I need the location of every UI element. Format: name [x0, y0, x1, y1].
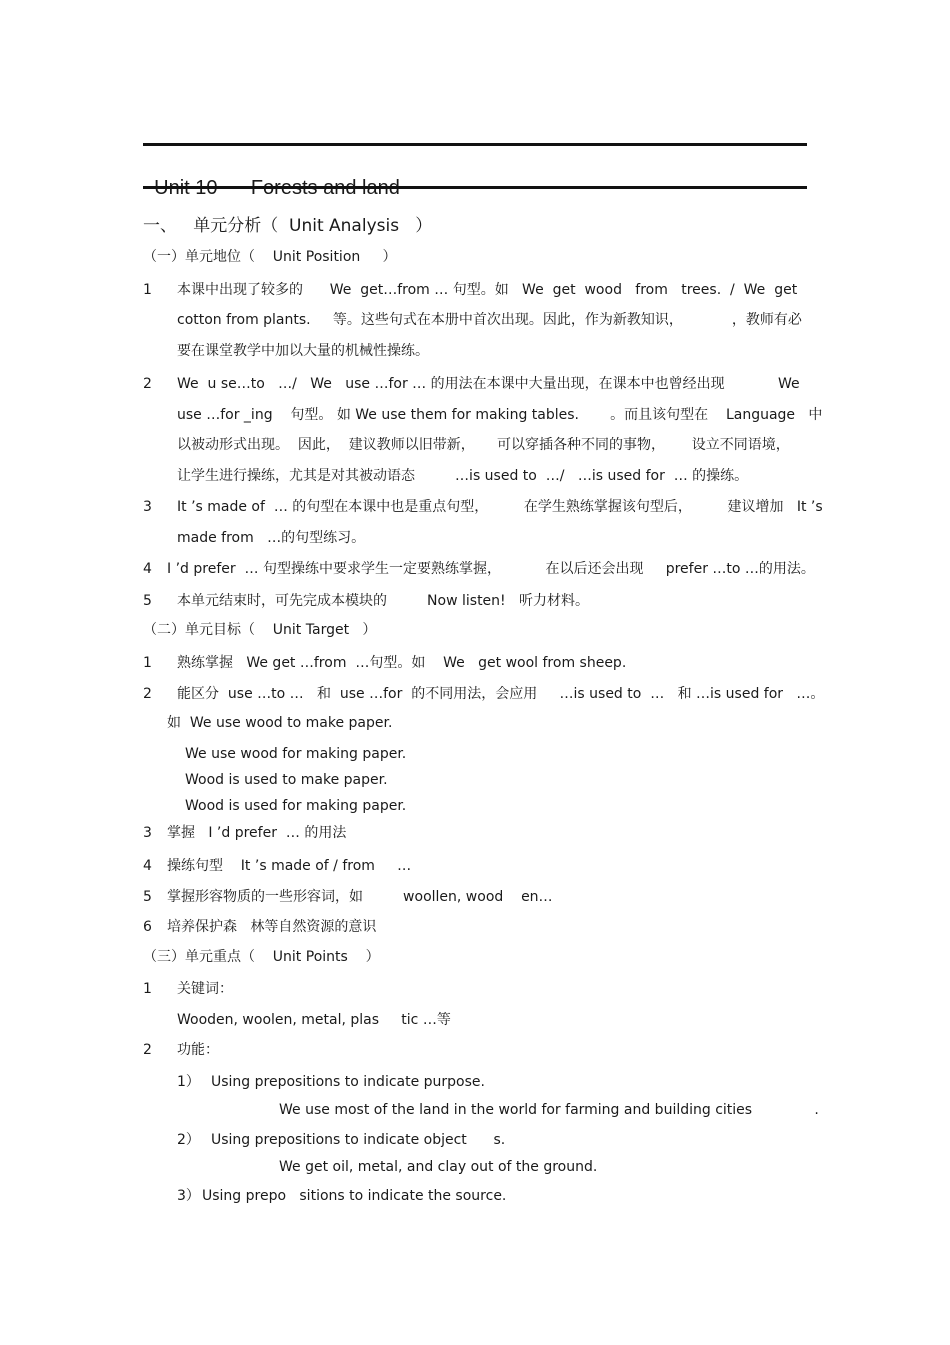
item-number: 1 [143, 282, 152, 298]
example-line: We use wood for making paper. [185, 746, 407, 762]
function-number: 3） [177, 1188, 200, 1204]
item-number: 2 [143, 1042, 152, 1058]
text-line: 让学生进行操练，尤其是对其被动语态 …is used to …/ …is used for … 的操练。 [177, 468, 749, 484]
text-line: 熟练掌握 We get …from …句型。如 We get wool from sheep. [177, 655, 627, 671]
text-line: Wooden, woolen, metal, plas tic …等 [177, 1012, 451, 1028]
function-example: We get oil, metal, and clay out of the ground. [279, 1159, 598, 1175]
part1-heading: （一）单元地位（ Unit Position ） [143, 249, 397, 265]
item-number: 4 [143, 858, 152, 874]
text-line: 本课中出现了较多的 We get…from … 句型。如 We get wood from trees. / We get [177, 282, 798, 298]
section-heading: 一、 单元分析（ Unit Analysis ） [143, 216, 433, 236]
unit-title [143, 154, 400, 200]
example-line: Wood is used for making paper. [185, 798, 407, 814]
text-line: cotton from plants. 等。这些句式在本册中首次出现。因此，作为新教知识， ，教师有必 [177, 312, 802, 328]
function-example: We use most of the land in the world for farming and building cities . [279, 1102, 819, 1118]
text-line: 功能： [177, 1042, 219, 1058]
text-line: made from …的句型练习。 [177, 530, 366, 546]
part2-heading: （二）单元目标（ Unit Target ） [143, 622, 377, 638]
text-line: I ’d prefer … 句型操练中要求学生一定要熟练掌握， 在以后还会出现 prefer …to …的用法。 [167, 561, 815, 577]
text-line: 培养保护森 林等自然资源的意识 [167, 919, 377, 935]
bottom-rule [143, 186, 807, 189]
item-number: 4 [143, 561, 152, 577]
text-line: 以被动形式出现。 因此， 建议教师以旧带新， 可以穿插各种不同的事物， 设立不同语境， [177, 437, 790, 453]
top-rule [143, 143, 807, 146]
text-line: use …for _ing 句型。 如 We use them for making tables. 。而且该句型在 Language 中 [177, 407, 823, 423]
text-line: 操练句型 It ’s made of / from … [167, 858, 412, 874]
text-line: 掌握 I ’d prefer … 的用法 [167, 825, 347, 841]
item-number: 6 [143, 919, 152, 935]
text-line: 能区分 use …to … 和 use …for 的不同用法，会应用 …is used to … 和 …is used for …。 [177, 686, 825, 702]
function-number: 1） [177, 1074, 200, 1090]
function-number: 2） [177, 1132, 200, 1148]
item-number: 5 [143, 889, 152, 905]
text-line: 掌握形容物质的一些形容词，如 woollen, wood en… [167, 889, 553, 905]
item-number: 5 [143, 593, 152, 609]
function-text: Using prepo sitions to indicate the source. [202, 1188, 507, 1204]
text-line: 如 We use wood to make paper. [167, 715, 393, 731]
item-number: 1 [143, 655, 152, 671]
function-text: Using prepositions to indicate object s. [211, 1132, 506, 1148]
item-number: 2 [143, 686, 152, 702]
function-text: Using prepositions to indicate purpose. [211, 1074, 485, 1090]
item-number: 1 [143, 981, 152, 997]
text-line: 本单元结束时，可先完成本模块的 Now listen! 听力材料。 [177, 593, 590, 609]
part3-heading: （三）单元重点（ Unit Points ） [143, 949, 380, 965]
item-number: 3 [143, 499, 152, 515]
item-number: 3 [143, 825, 152, 841]
item-number: 2 [143, 376, 152, 392]
text-line: It ’s made of … 的句型在本课中也是重点句型， 在学生熟练掌握该句型后， 建议增加 It ’s [177, 499, 823, 515]
text-line: We u se…to …/ We use …for … 的用法在本课中大量出现，在课本中也曾经出现 We [177, 376, 800, 392]
example-line: Wood is used to make paper. [185, 772, 388, 788]
text-line: 要在课堂教学中加以大量的机械性操练。 [177, 343, 429, 359]
text-line: 关键词： [177, 981, 233, 997]
